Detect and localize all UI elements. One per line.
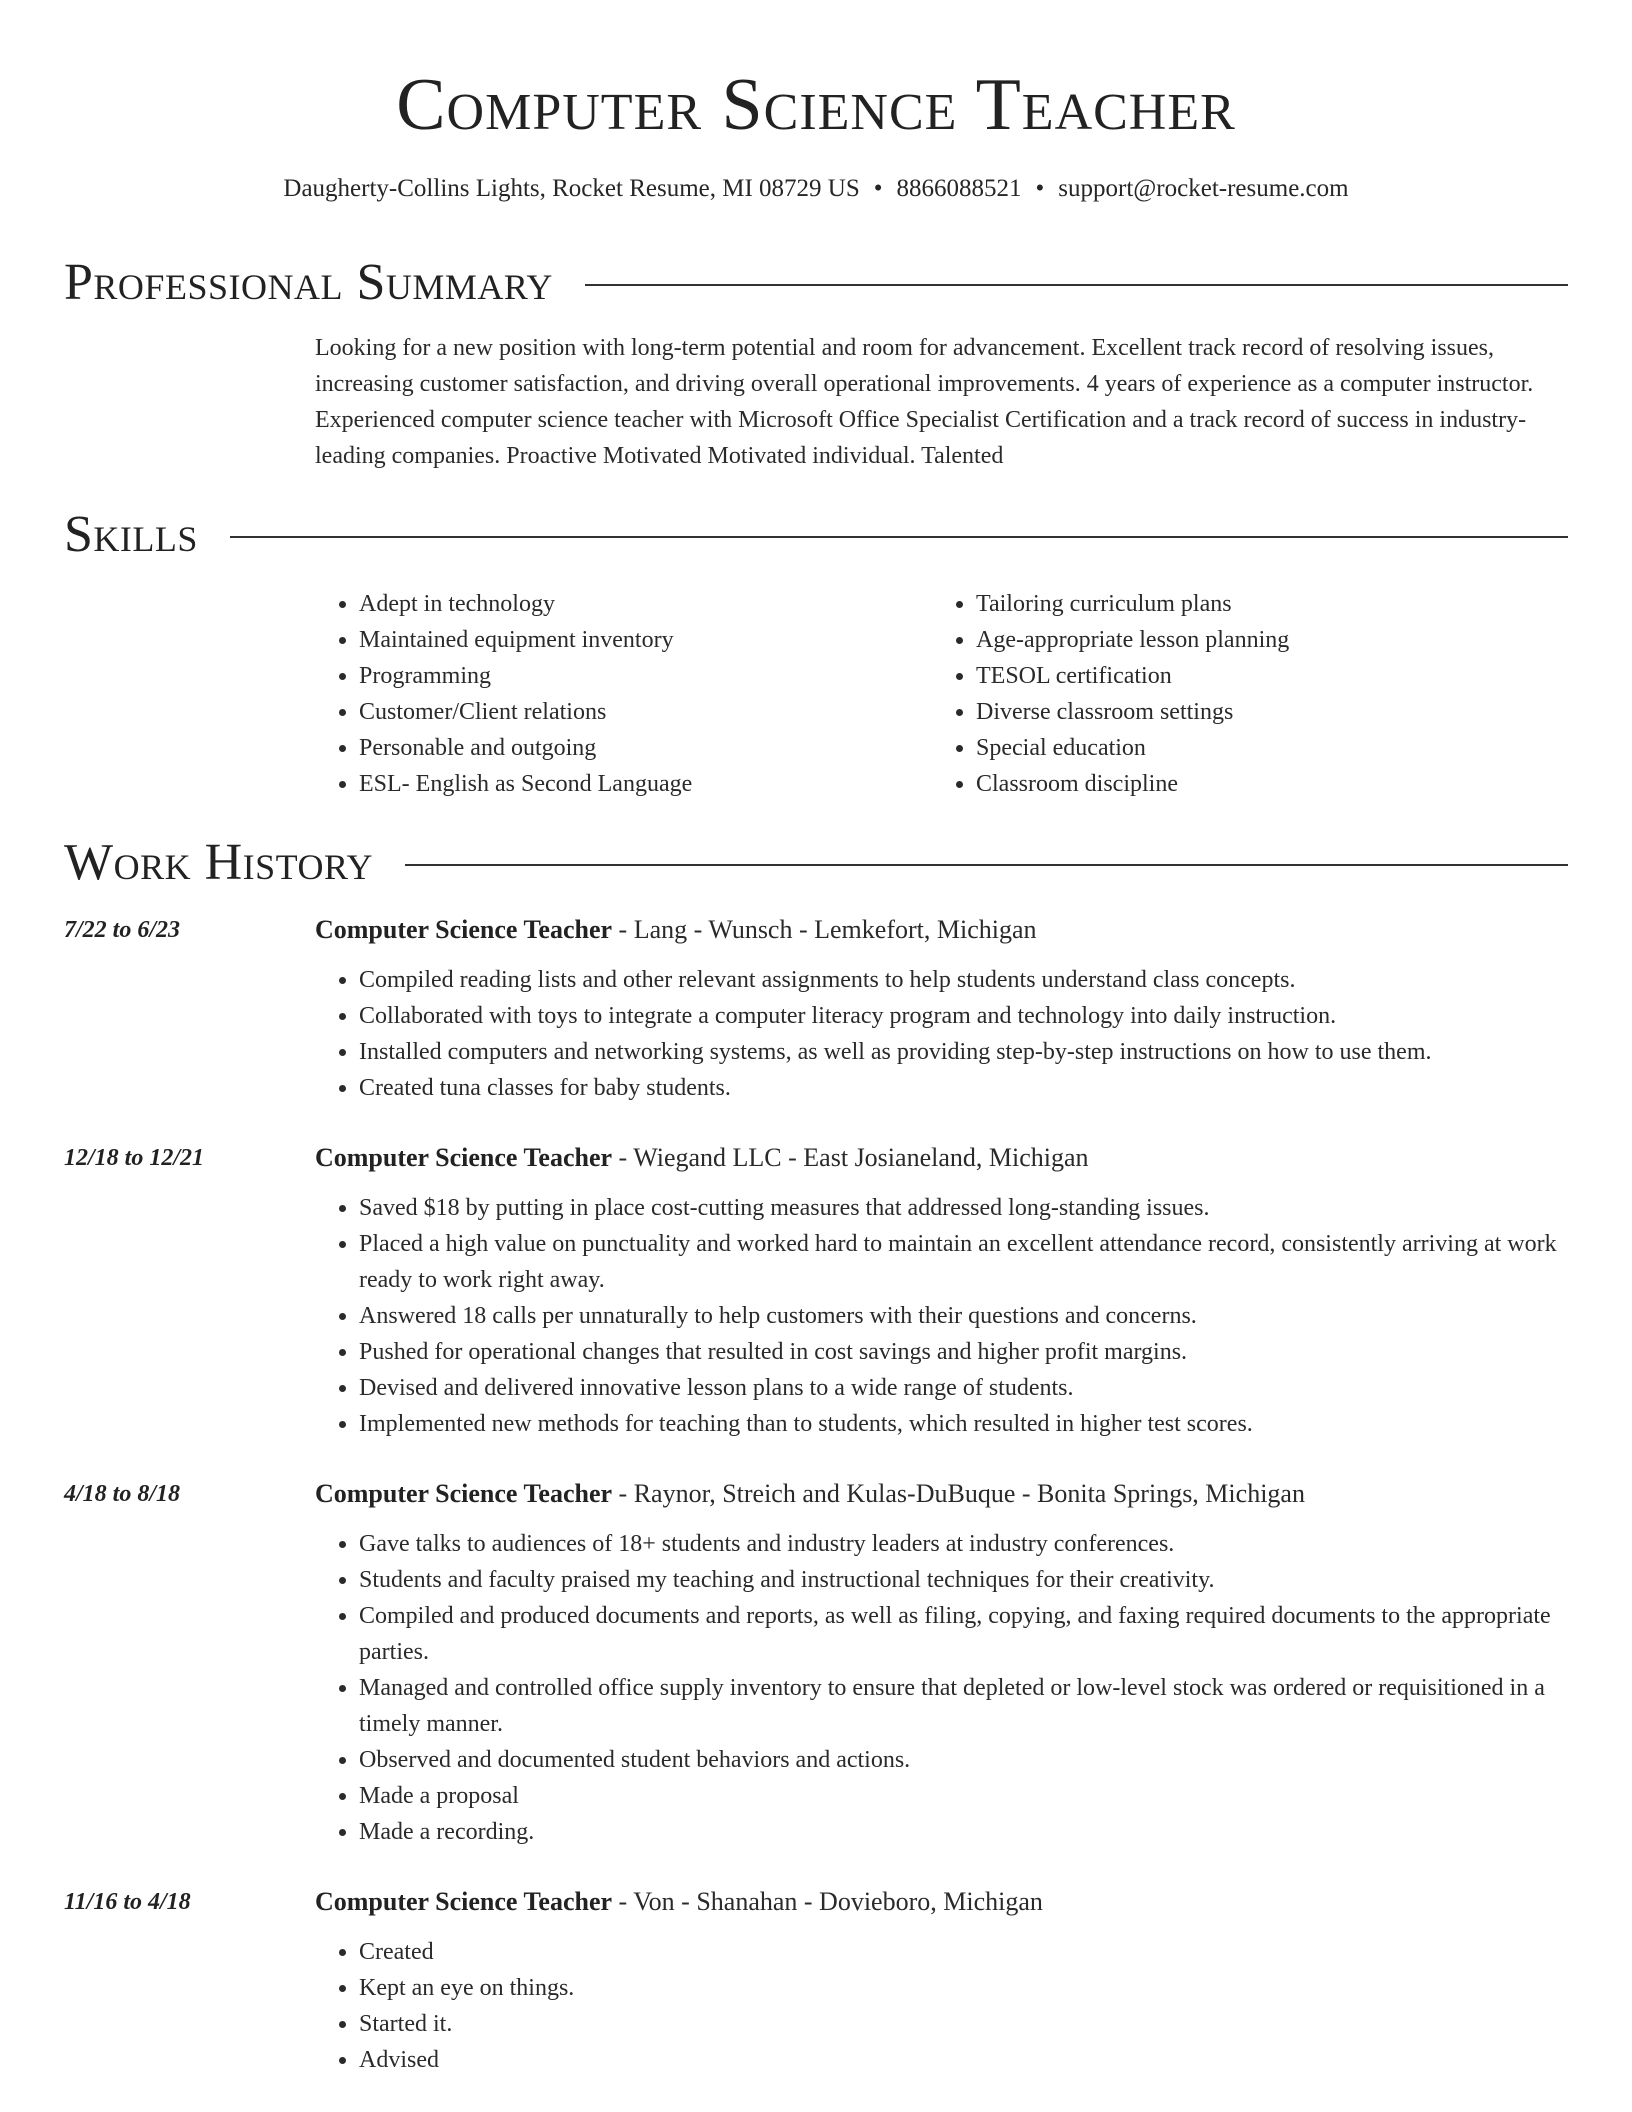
skills-column-right xyxy=(932,586,1549,802)
skill-item: • Tailoring curriculum plans xyxy=(976,586,1549,622)
contact-email: support@rocket-resume.com xyxy=(1058,175,1349,202)
job-dates: 12/18 to 12/21 xyxy=(64,1145,205,1171)
skill-item: • Adept in technology xyxy=(359,586,932,622)
job-bullet: • Observed and documented student behaviors and actions. xyxy=(359,1742,1568,1778)
job-bullet: • Saved $18 by putting in place cost-cutting measures that addressed long-standing issues. xyxy=(359,1190,1568,1226)
job-dates: 11/16 to 4/18 xyxy=(64,1889,191,1915)
job-employer-location: - Wiegand LLC - East Josianeland, Michigan xyxy=(612,1143,1089,1172)
job-role: Computer Science Teacher xyxy=(315,915,613,944)
job-bullets xyxy=(315,1934,1568,2078)
skill-item: • Maintained equipment inventory xyxy=(359,622,932,658)
job-bullet: • Compiled reading lists and other relevant assignments to help students understand class concepts. xyxy=(359,962,1568,998)
job-bullet: • Compiled and produced documents and reports, as well as filing, copying, and faxing required documents to the appropriate parties. xyxy=(359,1598,1568,1670)
job-bullet: • Pushed for operational changes that resulted in cost savings and higher profit margins. xyxy=(359,1334,1568,1370)
skill-item: • Personable and outgoing xyxy=(359,730,932,766)
contact-phone: 8866088521 xyxy=(896,175,1022,202)
section-divider xyxy=(585,284,1568,286)
skill-item: • ESL- English as Second Language xyxy=(359,766,932,802)
work-entry xyxy=(64,1476,1568,1850)
work-entry xyxy=(64,1140,1568,1442)
job-bullet: • Implemented new methods for teaching than to students, which resulted in higher test scores. xyxy=(359,1406,1568,1442)
job-bullets xyxy=(315,1190,1568,1442)
work-entry xyxy=(64,912,1568,1106)
job-bullet: • Made a recording. xyxy=(359,1814,1568,1850)
job-bullet: • Created tuna classes for baby students. xyxy=(359,1070,1568,1106)
job-title-line xyxy=(315,1140,1568,1176)
job-bullet: • Managed and controlled office supply inventory to ensure that depleted or low-level stock was ordered or requisitioned in a timely manner. xyxy=(359,1670,1568,1742)
job-bullet: • Kept an eye on things. xyxy=(359,1970,1568,2006)
job-title-line xyxy=(315,1884,1568,1920)
summary-text: Looking for a new position with long-term potential and room for advancement. Excellent track record of resolving issues, increasing customer satisfaction, and driving overall operational improvements. 4 years of experience as a computer instructor. Experienced computer science teacher with Microsoft Office Specialist Certification and a track record of success in industry-leading companies. Proactive Motivated Motivated individual. Talented xyxy=(315,335,1534,469)
skills-column-left xyxy=(315,586,932,802)
contact-separator: • xyxy=(1035,175,1045,202)
job-bullet: • Advised xyxy=(359,2042,1568,2078)
skill-item: • Customer/Client relations xyxy=(359,694,932,730)
skill-item: • Age-appropriate lesson planning xyxy=(976,622,1549,658)
work-section-header xyxy=(64,832,1568,894)
job-bullet: • Placed a high value on punctuality and worked hard to maintain an excellent attendance record, consistently arriving at work ready to work right away. xyxy=(359,1226,1568,1298)
job-bullet: • Made a proposal xyxy=(359,1778,1568,1814)
resume-title: Computer Science Teacher xyxy=(396,64,1236,146)
work-entry xyxy=(64,1884,1568,2078)
contact-line xyxy=(64,172,1568,206)
skill-item: • Diverse classroom settings xyxy=(976,694,1549,730)
job-bullet: • Students and faculty praised my teaching and instructional techniques for their creativity. xyxy=(359,1562,1568,1598)
skill-item: • Classroom discipline xyxy=(976,766,1549,802)
job-bullets xyxy=(315,962,1568,1106)
skills-heading: Skills xyxy=(64,506,198,563)
job-role: Computer Science Teacher xyxy=(315,1887,613,1916)
section-divider xyxy=(405,864,1568,866)
summary-section-header xyxy=(64,252,1568,314)
job-title-line xyxy=(315,912,1568,948)
job-dates: 7/22 to 6/23 xyxy=(64,917,181,943)
job-bullet: • Created xyxy=(359,1934,1568,1970)
job-title-line xyxy=(315,1476,1568,1512)
job-employer-location: - Lang - Wunsch - Lemkefort, Michigan xyxy=(612,915,1037,944)
contact-address: Daugherty-Collins Lights, Rocket Resume, MI 08729 US xyxy=(283,175,860,202)
job-bullet: • Started it. xyxy=(359,2006,1568,2042)
job-bullet: • Collaborated with toys to integrate a computer literacy program and technology into daily instruction. xyxy=(359,998,1568,1034)
skill-item: • Special education xyxy=(976,730,1549,766)
skill-item: • TESOL certification xyxy=(976,658,1549,694)
job-bullets xyxy=(315,1526,1568,1850)
job-employer-location: - Von - Shanahan - Dovieboro, Michigan xyxy=(612,1887,1043,1916)
contact-separator: • xyxy=(873,175,883,202)
job-dates: 4/18 to 8/18 xyxy=(64,1481,181,1507)
work-heading: Work History xyxy=(64,834,374,891)
section-divider xyxy=(230,536,1568,538)
skills-list xyxy=(315,586,1568,802)
job-role: Computer Science Teacher xyxy=(315,1143,613,1172)
summary-heading: Professional Summary xyxy=(64,254,553,311)
job-bullet: • Devised and delivered innovative lesson plans to a wide range of students. xyxy=(359,1370,1568,1406)
job-bullet: • Answered 18 calls per unnaturally to help customers with their questions and concerns. xyxy=(359,1298,1568,1334)
job-bullet: • Installed computers and networking systems, as well as providing step-by-step instructions on how to use them. xyxy=(359,1034,1568,1070)
skill-item: • Programming xyxy=(359,658,932,694)
job-role: Computer Science Teacher xyxy=(315,1479,613,1508)
skills-section-header xyxy=(64,504,1568,566)
job-employer-location: - Raynor, Streich and Kulas-DuBuque - Bonita Springs, Michigan xyxy=(612,1479,1305,1508)
job-bullet: • Gave talks to audiences of 18+ students and industry leaders at industry conferences. xyxy=(359,1526,1568,1562)
